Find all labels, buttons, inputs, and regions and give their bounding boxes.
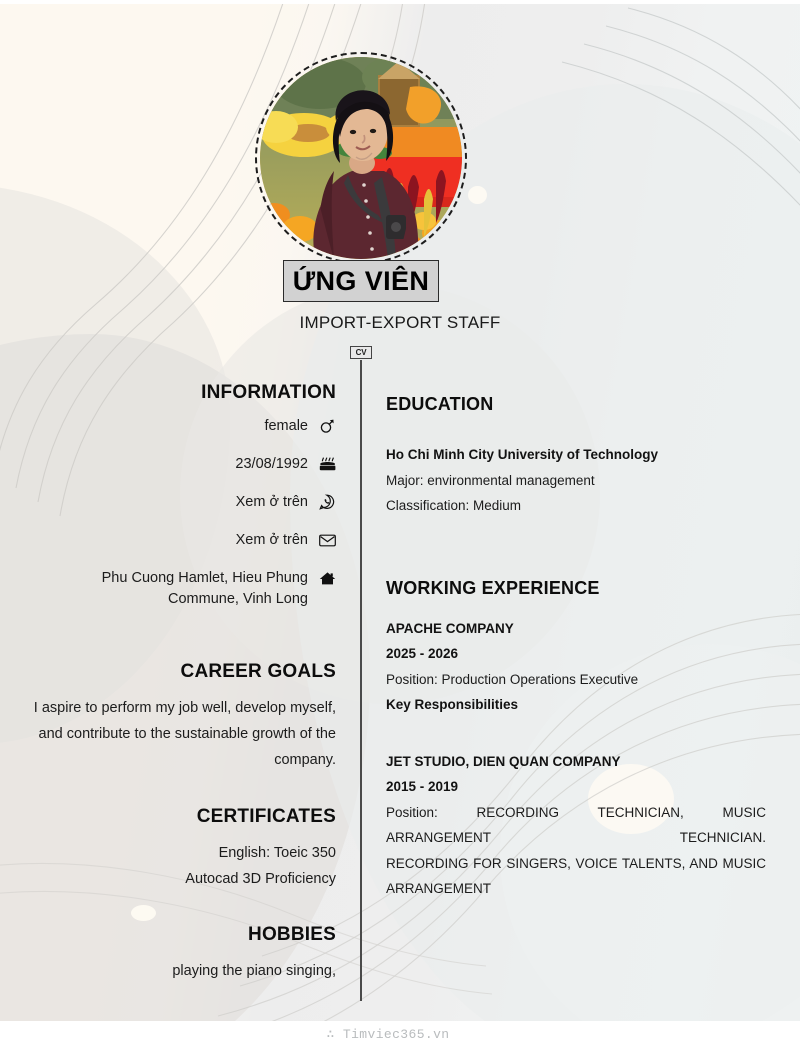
experience-item <box>386 749 766 902</box>
section-heading-information: INFORMATION <box>201 382 336 403</box>
footer <box>0 1025 800 1043</box>
certificate-item: English: Toeic 350 <box>218 845 336 861</box>
section-heading-hobbies: HOBBIES <box>248 924 336 945</box>
birthday-cake-icon <box>318 454 336 474</box>
job-title: IMPORT-EXPORT STAFF <box>299 313 501 332</box>
info-value-address: Phu Cuong Hamlet, Hieu Phung Commune, Vinh Long <box>101 570 308 607</box>
education-major: Major: environmental management <box>386 472 595 488</box>
info-row-email <box>20 530 336 551</box>
info-value-gender: female <box>264 418 308 434</box>
info-row-gender <box>20 416 336 437</box>
envelope-icon <box>318 530 336 550</box>
phone-whatsapp-icon <box>318 492 336 512</box>
info-value-birthday: 23/08/1992 <box>235 456 308 472</box>
experience-period: 2015 - 2019 <box>386 779 459 794</box>
career-goals-text: I aspire to perform my job well, develop myself, and contribute to the sustainable growth of the company. <box>33 700 336 768</box>
home-icon <box>318 568 336 588</box>
info-value-phone: Xem ở trên <box>235 494 308 510</box>
information-list <box>20 416 336 610</box>
info-row-address <box>20 568 336 610</box>
section-heading-education: EDUCATION <box>386 394 494 414</box>
experience-position: Position: RECORDING TECHNICIAN, MUSIC ARRANGEMENT TECHNICIAN. <box>386 804 766 845</box>
candidate-name-box <box>283 260 439 302</box>
info-row-birthday <box>20 454 336 475</box>
candidate-name: ỨNG VIÊN <box>292 265 430 296</box>
experience-position: Position: Production Operations Executive <box>386 671 639 687</box>
certificate-item: Autocad 3D Proficiency <box>185 871 336 887</box>
cv-badge <box>350 346 372 359</box>
avatar <box>255 52 467 264</box>
hobby-item: playing the piano singing, <box>172 963 336 979</box>
right-column <box>386 394 766 902</box>
info-row-phone <box>20 492 336 513</box>
experience-period: 2025 - 2026 <box>386 646 459 661</box>
section-heading-certificates: CERTIFICATES <box>196 806 336 827</box>
cv-sheet <box>0 4 800 1021</box>
cv-badge-label: CV <box>355 347 367 357</box>
education-body <box>386 442 766 519</box>
experience-company: APACHE COMPANY <box>386 620 514 636</box>
info-value-email: Xem ở trên <box>235 532 308 548</box>
avatar-dashed-ring <box>255 52 467 264</box>
experience-responsibilities-label: Key Responsibilities <box>386 697 519 712</box>
section-heading-working-experience: WORKING EXPERIENCE <box>386 577 600 598</box>
experience-company: JET STUDIO, DIEN QUAN COMPANY <box>386 753 621 769</box>
gender-icon <box>318 416 336 436</box>
education-school: Ho Chi Minh City University of Technology <box>386 447 659 462</box>
watermark-text: ∴ Timviec365.vn <box>326 1027 450 1042</box>
education-classification: Classification: Medium <box>386 498 522 513</box>
experience-detail: RECORDING FOR SINGERS, VOICE TALENTS, AND MUSIC ARRANGEMENT <box>386 855 766 896</box>
column-divider <box>360 360 362 1001</box>
section-heading-career-goals: CAREER GOALS <box>180 661 336 682</box>
left-column <box>20 382 336 984</box>
experience-item <box>386 616 766 718</box>
